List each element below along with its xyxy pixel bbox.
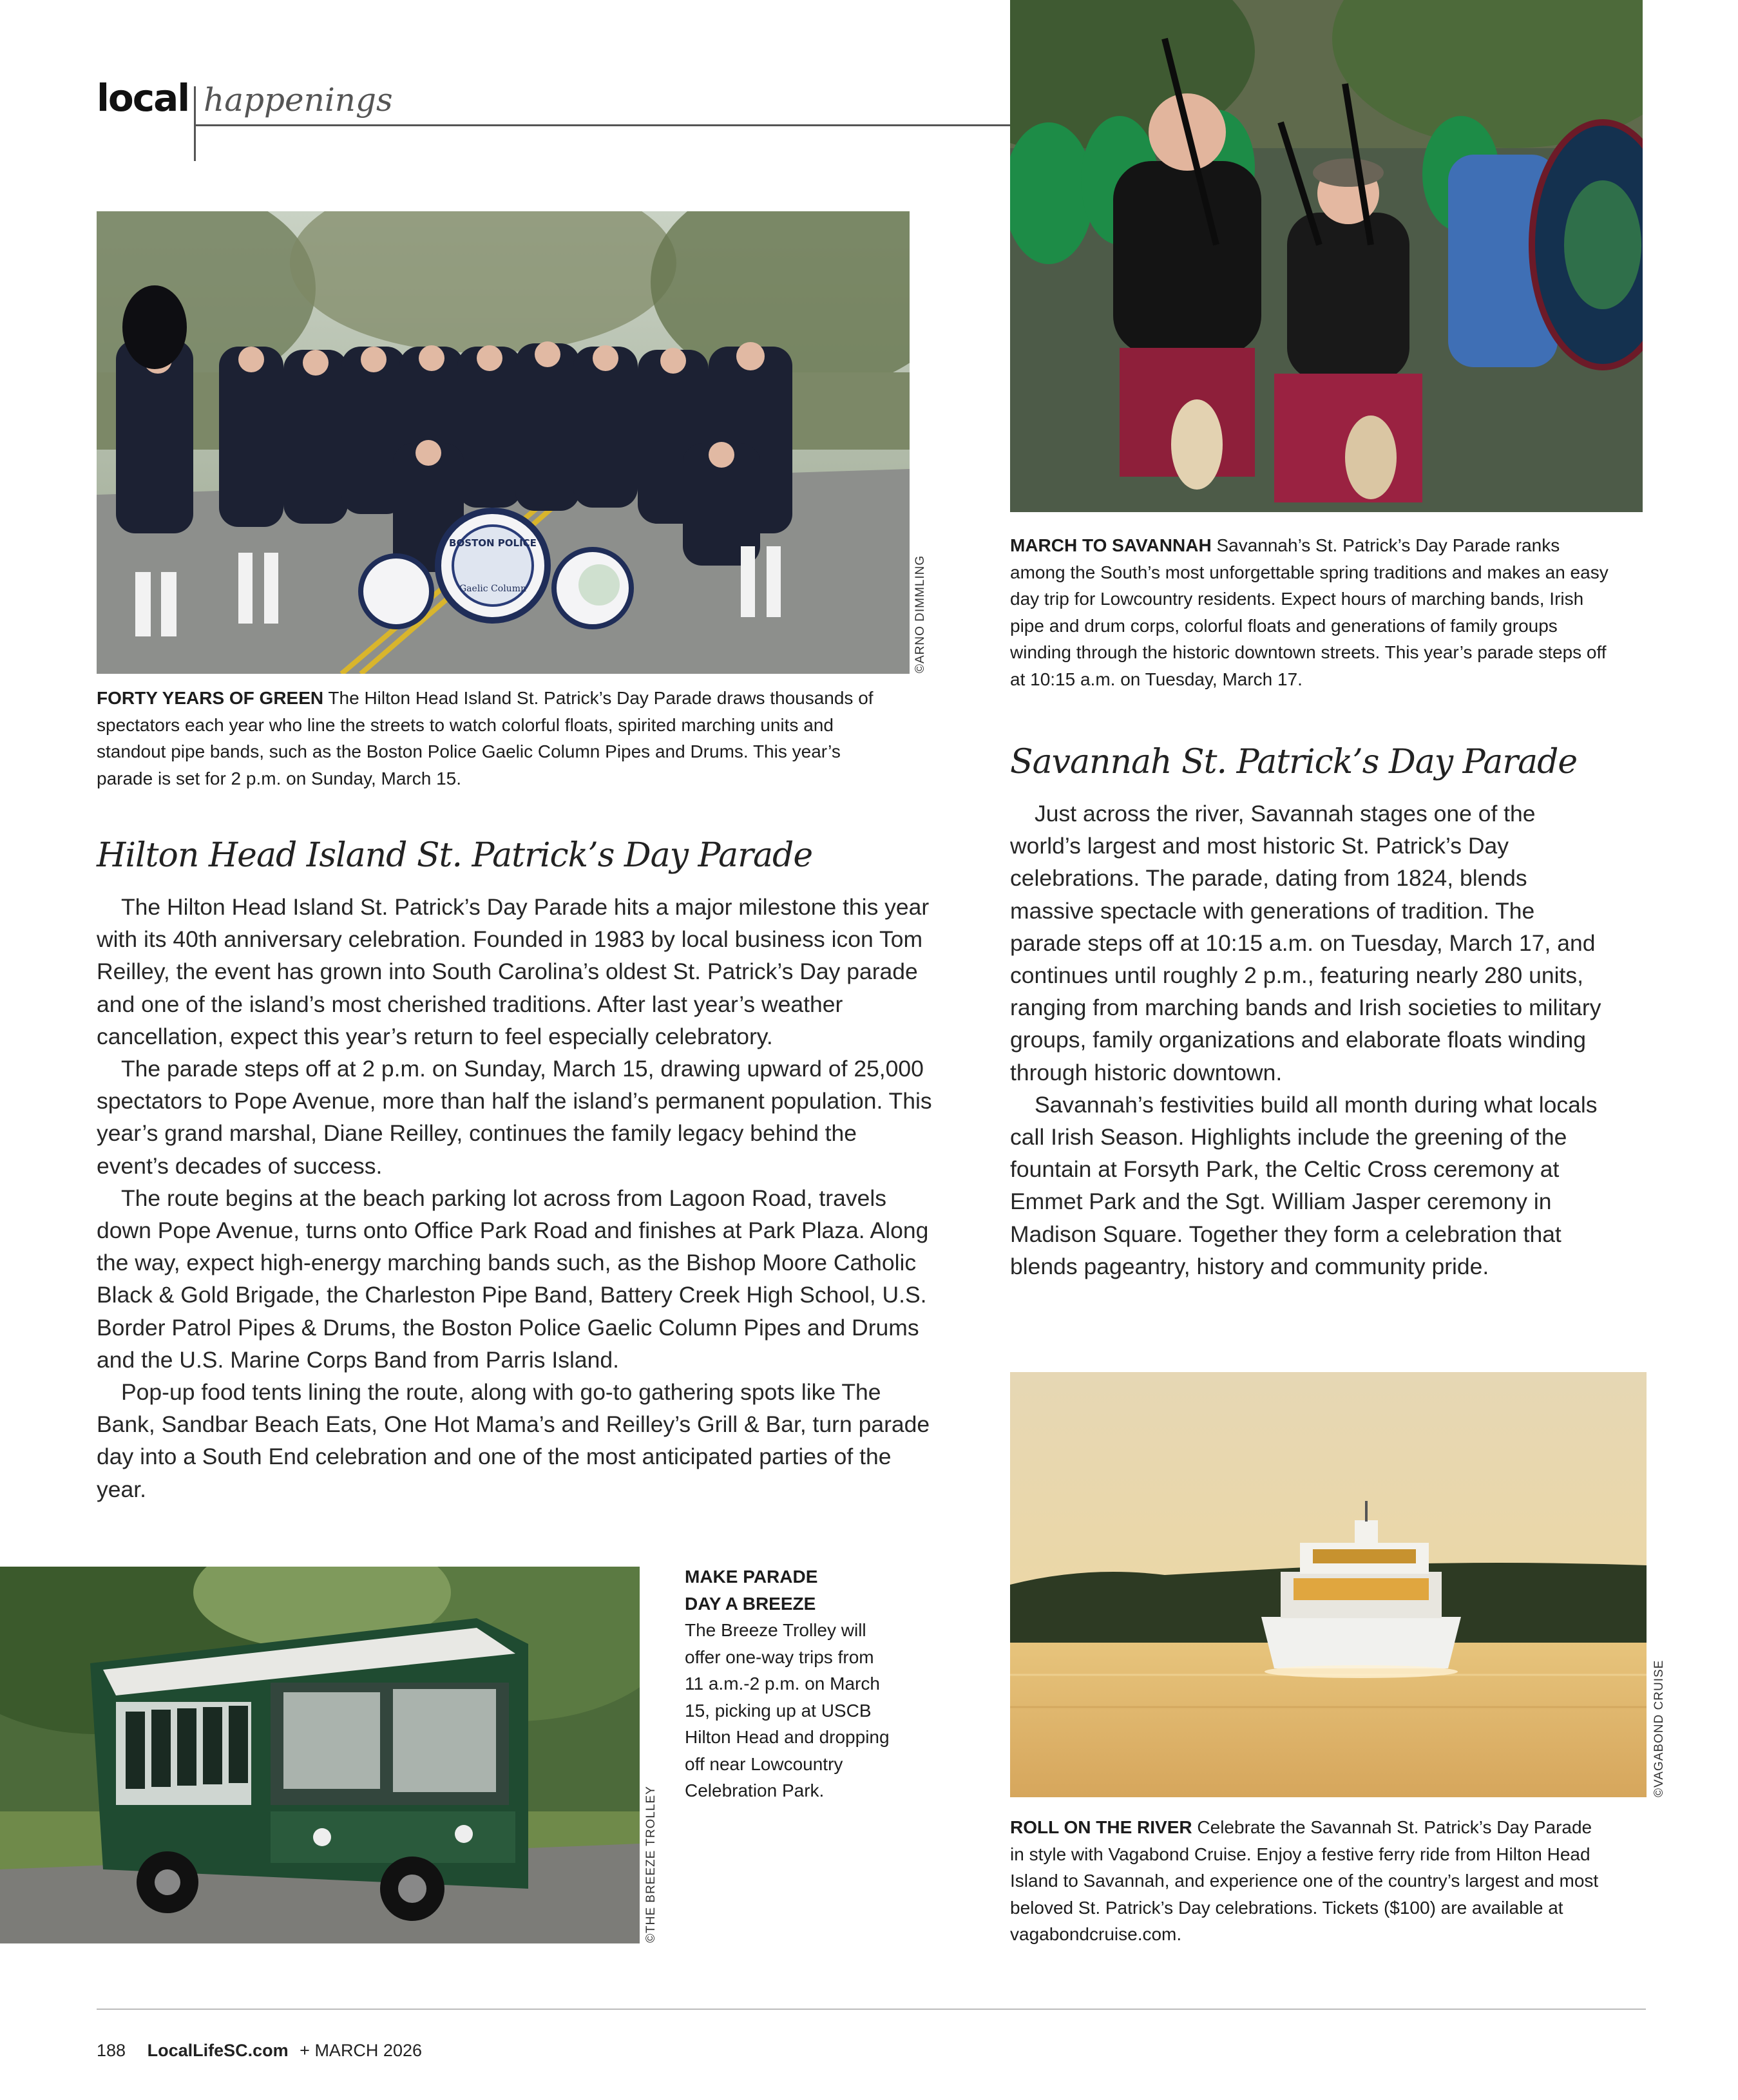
footer-issue: MARCH 2026 <box>314 2041 422 2060</box>
boat-photo-credit: ©VAGABOND CRUISE <box>1652 1659 1666 1797</box>
footer-plus: + <box>300 2041 310 2060</box>
drum-subtext: Gaelic Column <box>459 584 526 594</box>
pipe-band-photo-credit: ©ARNO DIMMLING <box>913 555 927 673</box>
header-divider <box>194 86 196 161</box>
boston-police-pipe-band-photo-icon <box>97 211 910 674</box>
savannah-body <box>1010 797 1609 1283</box>
hilton-head-paragraph-4: Pop-up food tents lining the route, along with go-to gathering spots like The Bank, Sandbar Beach Eats, One Hot Mama’s and Reilley’s Grill & Bar, turn parade day into a South End celebration and one of the most anticipated parties of the year. <box>97 1379 930 1502</box>
savannah-paragraph-1: Just across the river, Savannah stages one of the world’s largest and most historic St. Patrick’s Day celebrations. The parade, dating from 1824, blends massive spectacle with generations of tradition. The parade steps off at 10:15 a.m. on Tuesday, March 17, and continues until roughly 2 p.m., featuring nearly 280 units, ranging from marching bands and Irish societies to military groups, family organizations and elaborate floats winding through historic downtown. <box>1010 801 1601 1085</box>
march-to-savannah-lead: MARCH TO SAVANNAH <box>1010 535 1212 555</box>
forty-years-caption <box>97 685 895 792</box>
trolley-photo-credit: ©THE BREEZE TROLLEY <box>644 1786 658 1943</box>
section-subtitle: happenings <box>204 81 393 119</box>
roll-on-river-caption <box>1010 1814 1609 1948</box>
hilton-head-heading: Hilton Head Island St. Patrick’s Day Parade <box>97 836 813 875</box>
roll-on-river-text: Celebrate the Savannah St. Patrick’s Day Parade in style with Vagabond Cruise. Enjoy a festive ferry ride from Hilton Head Island to Savannah, and experience one of the country’s largest and most beloved St. Patrick’s Day celebrations. Tickets ($100) are available at vagabondcruise.com. <box>1010 1817 1599 1944</box>
footer <box>97 2041 422 2061</box>
breeze-text: The Breeze Trolley will offer one-way trips from 11 a.m.-2 p.m. on March 15, picking up at USCB Hilton Head and dropping off near Lowcountry Celebration Park. <box>685 1620 890 1800</box>
savannah-paragraph-2: Savannah’s festivities build all month during what locals call Irish Season. Highlights include the greening of the fountain at Forsyth Park, the Celtic Cross ceremony at Emmet Park and the Sgt. William Jasper ceremony in Madison Square. Together they form a celebration that blends pageantry, history and community pride. <box>1010 1091 1598 1279</box>
breeze-trolley-photo-icon <box>0 1567 640 1943</box>
header-rule <box>196 124 1015 126</box>
breeze-lead-line-2: DAY A BREEZE <box>685 1593 816 1614</box>
savannah-bagpipers-photo-icon <box>1010 0 1643 512</box>
roll-on-river-lead: ROLL ON THE RIVER <box>1010 1817 1192 1837</box>
hilton-head-body <box>97 891 934 1505</box>
footer-site-link[interactable]: LocalLifeSC.com <box>147 2041 289 2060</box>
page-number: 188 <box>97 2041 126 2060</box>
breeze-lead-line-1: MAKE PARADE <box>685 1567 818 1587</box>
hilton-head-paragraph-1: The Hilton Head Island St. Patrick’s Day Parade hits a major milestone this year with its 40th anniversary celebration. Founded in 1983 by local business icon Tom Reilley, the event has grown into South Carolina’s oldest St. Patrick’s Day parade and one of the island’s most cherished traditions. After last year’s weather cancellation, expect this year’s return to feel especially celebratory. <box>97 894 930 1049</box>
forty-years-lead: FORTY YEARS OF GREEN <box>97 688 324 708</box>
hilton-head-paragraph-2: The parade steps off at 2 p.m. on Sunday, March 15, drawing upward of 25,000 spectators to Pope Avenue, more than half the island’s permanent population. This year’s grand marshal, Diane Reilley, continues the family legacy behind the event’s decades of success. <box>97 1056 932 1179</box>
hilton-head-paragraph-3: The route begins at the beach parking lot across from Lagoon Road, travels down Pope Avenue, turns onto Office Park Road and finishes at Park Plaza. Along the way, expect high-energy marching bands such, as the Bishop Moore Catholic Black & Gold Brigade, the Charleston Pipe Band, Battery Creek High School, U.S. Border Patrol Pipes & Drums, the Boston Police Gaelic Column Pipes and Drums and the U.S. Marine Corps Band from Parris Island. <box>97 1185 929 1373</box>
trolley-photo <box>0 1567 640 1943</box>
vagabond-cruise-boat-photo-icon <box>1010 1372 1647 1797</box>
savannah-march-photo <box>1010 0 1643 512</box>
savannah-heading: Savannah St. Patrick’s Day Parade <box>1010 743 1578 781</box>
section-title: local <box>97 76 189 120</box>
breeze-caption <box>685 1563 894 1804</box>
march-to-savannah-text: Savannah’s St. Patrick’s Day Parade ranks among the South’s most unforgettable spring traditions and makes an easy day trip for Lowcountry residents. Expect hours of marching bands, Irish pipe and drum corps, colorful floats and generations of family groups winding through the historic downtown streets. This year’s parade steps off at 10:15 a.m. on Tuesday, March 17. <box>1010 535 1609 689</box>
drum-text: BOSTON POLICE <box>449 537 537 549</box>
pipe-band-photo <box>97 211 910 674</box>
forty-years-text: The Hilton Head Island St. Patrick’s Day Parade draws thousands of spectators each year who line the streets to watch colorful floats, spirited marching units and standout pipe bands, such as the Boston Police Gaelic Column Pipes and Drums. This year’s parade is set for 2 p.m. on Sunday, March 15. <box>97 688 874 788</box>
footer-rule <box>97 2009 1646 2010</box>
march-to-savannah-caption <box>1010 532 1609 692</box>
boat-photo <box>1010 1372 1647 1797</box>
